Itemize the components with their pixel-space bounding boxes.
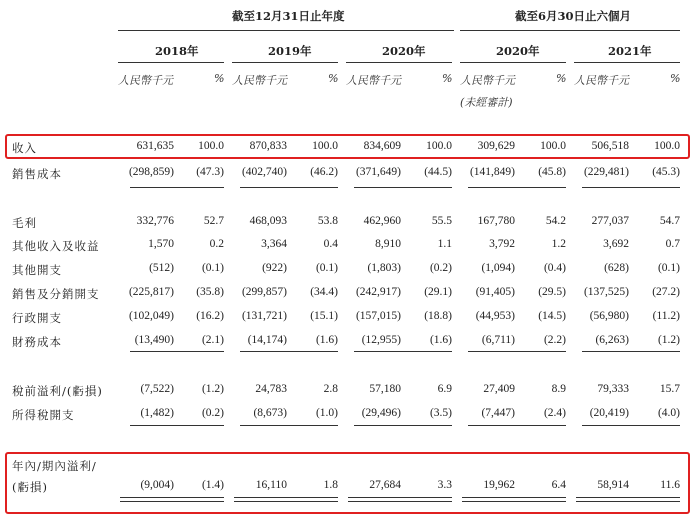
subtotal-rule-fin-2 (240, 351, 338, 352)
year-rule-3 (346, 62, 452, 63)
amount-cell: 57,180 (369, 383, 401, 395)
pct-cell: (35.8) (196, 286, 224, 298)
pct-cell: (34.4) (310, 286, 338, 298)
amount-cell: (131,721) (241, 310, 287, 322)
header-rule-half (460, 30, 680, 31)
subtotal-rule-tax-1 (130, 425, 224, 426)
amount-cell: (12,955) (361, 334, 401, 346)
pct-cell: 100.0 (654, 140, 680, 152)
amount-cell: (7,522) (140, 383, 174, 395)
amount-cell: (141,849) (469, 166, 515, 178)
header-year-2: 2019年 (268, 44, 312, 58)
amount-cell: 468,093 (249, 215, 287, 227)
unit-pct-5: % (670, 72, 681, 85)
pct-cell: 8.9 (551, 383, 566, 395)
amount-cell: (157,015) (355, 310, 401, 322)
pct-cell: (44.5) (424, 166, 452, 178)
unit-pct-4: % (556, 72, 567, 85)
pct-cell: (0.2) (201, 407, 224, 419)
amount-cell: (298,859) (128, 166, 174, 178)
subtotal-rule-tax-5 (582, 425, 680, 426)
year-rule-4 (460, 62, 566, 63)
subtotal-rule-cost-5 (582, 187, 680, 188)
amount-cell: 27,684 (369, 479, 401, 491)
pct-cell: (11.2) (652, 310, 680, 322)
highlight-profit-row (5, 452, 690, 514)
header-period-year: 截至12月31日止年度 (232, 9, 345, 23)
pct-cell: 54.2 (545, 215, 566, 227)
header-year-3: 2020年 (382, 44, 426, 58)
header-rule-year (118, 30, 454, 31)
row-label: 銷售成本 (12, 167, 62, 181)
amount-cell: (6,711) (481, 334, 515, 346)
subtotal-rule-tax-4 (468, 425, 566, 426)
pct-cell: (29.5) (538, 286, 566, 298)
row-label: 所得稅開支 (12, 408, 75, 422)
amount-cell: 309,629 (477, 140, 515, 152)
subtotal-rule-tax-3 (354, 425, 452, 426)
subtotal-rule-cost-2 (240, 187, 338, 188)
pct-cell: 11.6 (660, 479, 680, 491)
amount-cell: (7,447) (481, 407, 515, 419)
amount-cell: (9,004) (140, 479, 174, 491)
subtotal-rule-fin-5 (582, 351, 680, 352)
amount-cell: 506,518 (591, 140, 629, 152)
pct-cell: (45.8) (538, 166, 566, 178)
amount-cell: (44,953) (475, 310, 515, 322)
pct-cell: 100.0 (312, 140, 338, 152)
row-label: 其他收入及收益 (12, 239, 100, 253)
pct-cell: 100.0 (426, 140, 452, 152)
amount-cell: 631,635 (136, 140, 174, 152)
amount-cell: 58,914 (597, 479, 629, 491)
amount-cell: (402,740) (241, 166, 287, 178)
pct-cell: 0.7 (665, 238, 680, 250)
row-label: 年內/期內溢利/ (12, 459, 97, 473)
row-label: 收入 (12, 141, 37, 155)
pct-cell: 0.2 (209, 238, 224, 250)
unit-pct-3: % (442, 72, 453, 85)
pct-cell: (0.1) (201, 262, 224, 274)
unit-rmb-3: 人民幣千元 (346, 74, 401, 87)
amount-cell: (512) (149, 262, 174, 274)
pct-cell: (2.2) (543, 334, 566, 346)
pct-cell: 1.2 (551, 238, 566, 250)
subtotal-rule-fin-3 (354, 351, 452, 352)
pct-cell: (1.2) (657, 334, 680, 346)
amount-cell: 1,570 (148, 238, 174, 250)
unit-pct-2: % (328, 72, 339, 85)
pct-cell: (3.5) (429, 407, 452, 419)
year-rule-2 (232, 62, 338, 63)
header-year-1: 2018年 (155, 44, 199, 58)
pct-cell: 100.0 (540, 140, 566, 152)
pct-cell: (0.2) (429, 262, 452, 274)
pct-cell: (1.2) (201, 383, 224, 395)
subtotal-rule-cost-4 (468, 187, 566, 188)
pct-cell: 1.1 (437, 238, 452, 250)
amount-cell: 8,910 (375, 238, 401, 250)
amount-cell: (102,049) (128, 310, 174, 322)
year-rule-1 (118, 62, 224, 63)
amount-cell: 16,110 (255, 479, 287, 491)
amount-cell: (6,263) (595, 334, 629, 346)
amount-cell: (242,917) (355, 286, 401, 298)
amount-cell: (299,857) (241, 286, 287, 298)
pct-cell: (18.8) (424, 310, 452, 322)
amount-cell: 79,333 (597, 383, 629, 395)
unit-rmb-1: 人民幣千元 (118, 74, 173, 87)
pct-cell: (0.1) (657, 262, 680, 274)
subtotal-rule-cost-1 (130, 187, 224, 188)
amount-cell: 834,609 (363, 140, 401, 152)
pct-cell: (0.4) (543, 262, 566, 274)
header-period-half: 截至6月30日止六個月 (515, 9, 632, 23)
row-label: 其他開支 (12, 263, 62, 277)
amount-cell: (225,817) (128, 286, 174, 298)
amount-cell: (371,649) (355, 166, 401, 178)
pct-cell: 100.0 (198, 140, 224, 152)
pct-cell: (46.2) (310, 166, 338, 178)
row-label: 行政開支 (12, 311, 62, 325)
pct-cell: (1.6) (429, 334, 452, 346)
pct-cell: (1.0) (315, 407, 338, 419)
unit-rmb-2: 人民幣千元 (232, 74, 287, 87)
pct-cell: (2.4) (543, 407, 566, 419)
amount-cell: 870,833 (249, 140, 287, 152)
subtotal-rule-tax-2 (240, 425, 338, 426)
amount-cell: (91,405) (475, 286, 515, 298)
pct-cell: 3.3 (437, 479, 452, 491)
amount-cell: (1,482) (140, 407, 174, 419)
subtotal-rule-fin-1 (130, 351, 224, 352)
amount-cell: (20,419) (589, 407, 629, 419)
header-year-4: 2020年 (496, 44, 540, 58)
amount-cell: 3,792 (489, 238, 515, 250)
pct-cell: 15.7 (659, 383, 680, 395)
pct-cell: (15.1) (310, 310, 338, 322)
pct-cell: 6.9 (437, 383, 452, 395)
amount-cell: (922) (262, 262, 287, 274)
amount-cell: (1,094) (481, 262, 515, 274)
amount-cell: (13,490) (134, 334, 174, 346)
amount-cell: 167,780 (477, 215, 515, 227)
pct-cell: (1.6) (315, 334, 338, 346)
year-rule-5 (574, 62, 680, 63)
amount-cell: 3,692 (603, 238, 629, 250)
amount-cell: 462,960 (363, 215, 401, 227)
pct-cell: 54.7 (659, 215, 680, 227)
header-year-5: 2021年 (608, 44, 652, 58)
pct-cell: 0.4 (323, 238, 338, 250)
row-label: 財務成本 (12, 335, 62, 349)
unit-rmb-4: 人民幣千元 (460, 74, 515, 87)
pct-cell: 1.8 (323, 479, 338, 491)
unit-pct-1: % (214, 72, 225, 85)
amount-cell: (14,174) (247, 334, 287, 346)
amount-cell: 277,037 (591, 215, 629, 227)
pct-cell: (4.0) (657, 407, 680, 419)
pct-cell: (45.3) (652, 166, 680, 178)
row-label: 稅前溢利/(虧損) (12, 384, 103, 398)
amount-cell: (628) (604, 262, 629, 274)
unit-rmb-5: 人民幣千元 (574, 74, 629, 87)
pct-cell: (0.1) (315, 262, 338, 274)
amount-cell: (8,673) (253, 407, 287, 419)
pct-cell: 6.4 (551, 479, 566, 491)
amount-cell: 24,783 (255, 383, 287, 395)
amount-cell: (56,980) (589, 310, 629, 322)
pct-cell: (27.2) (652, 286, 680, 298)
amount-cell: 27,409 (483, 383, 515, 395)
amount-cell: 3,364 (261, 238, 287, 250)
row-label: 銷售及分銷開支 (12, 287, 100, 301)
pct-cell: (2.1) (201, 334, 224, 346)
row-label: (虧損) (12, 480, 48, 494)
amount-cell: (137,525) (583, 286, 629, 298)
pct-cell: 2.8 (323, 383, 338, 395)
pct-cell: 52.7 (203, 215, 224, 227)
amount-cell: (1,803) (367, 262, 401, 274)
amount-cell: (229,481) (583, 166, 629, 178)
pct-cell: (47.3) (196, 166, 224, 178)
pct-cell: (29.1) (424, 286, 452, 298)
amount-cell: (29,496) (361, 407, 401, 419)
row-label: 毛利 (12, 216, 37, 230)
highlight-revenue-row (5, 134, 690, 159)
amount-cell: 19,962 (483, 479, 515, 491)
subtotal-rule-cost-3 (354, 187, 452, 188)
pct-cell: (16.2) (196, 310, 224, 322)
pct-cell: 55.5 (431, 215, 452, 227)
pct-cell: (1.4) (201, 479, 224, 491)
pct-cell: 53.8 (317, 215, 338, 227)
unit-unaudited: (未經審計) (460, 96, 513, 109)
amount-cell: 332,776 (136, 215, 174, 227)
subtotal-rule-fin-4 (468, 351, 566, 352)
pct-cell: (14.5) (538, 310, 566, 322)
